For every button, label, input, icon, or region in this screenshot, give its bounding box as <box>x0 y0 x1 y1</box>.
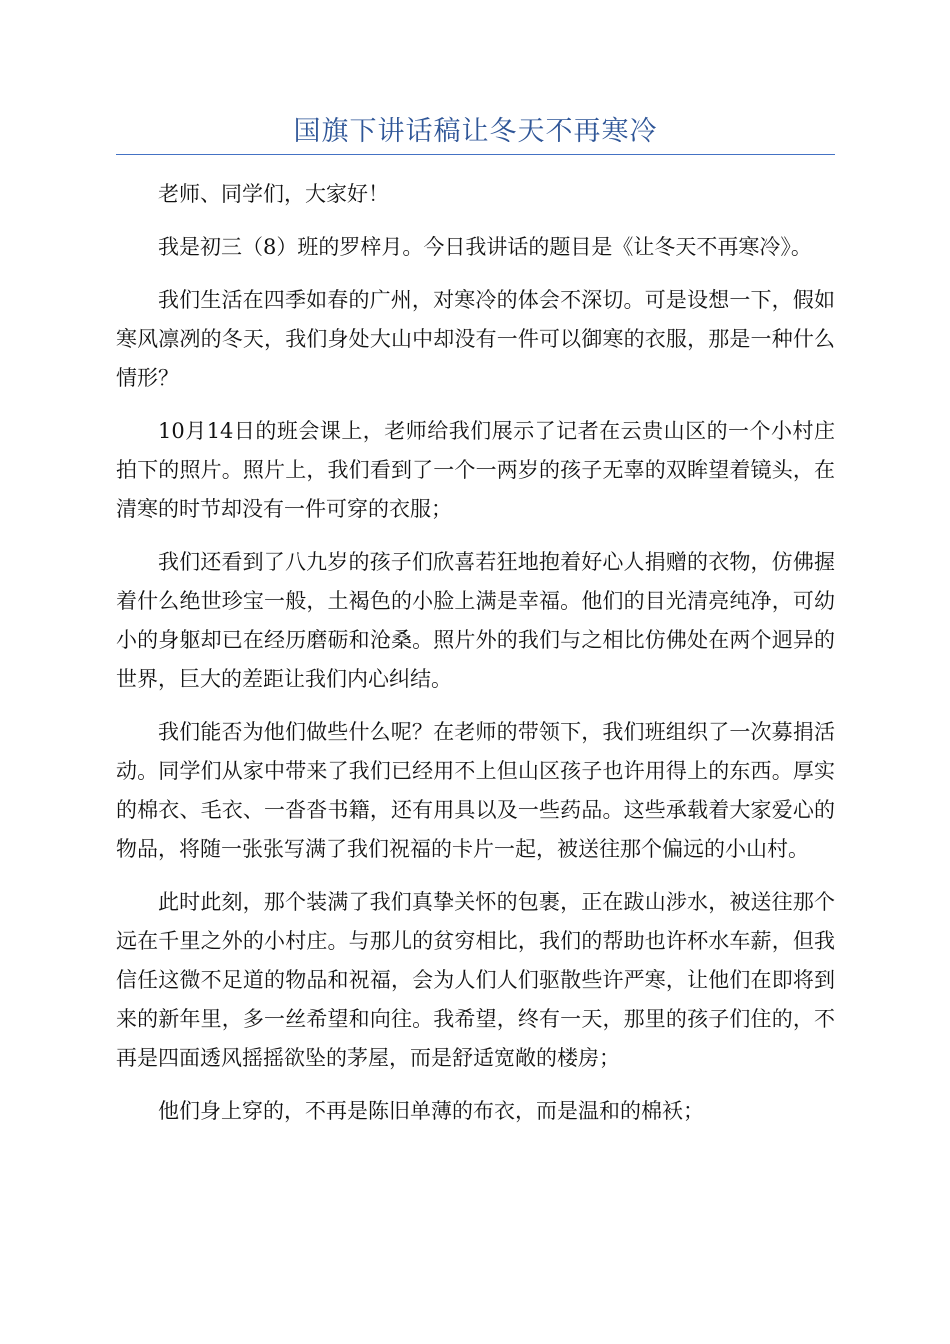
document-body <box>116 175 835 1145</box>
document-title: 国旗下讲话稿让冬天不再寒冷 <box>293 116 658 147</box>
paragraph: 我们生活在四季如春的广州，对寒冷的体会不深切。可是设想一下，假如寒风凛冽的冬天，我们身处大山中却没有一件可以御寒的衣服，那是一种什么情形？ <box>116 288 835 390</box>
paragraph: 10月14日的班会课上，老师给我们展示了记者在云贵山区的一个小村庄拍下的照片。照片上，我们看到了一个一两岁的孩子无辜的双眸望着镜头，在清寒的时节却没有一件可穿的衣服； <box>116 419 835 521</box>
paragraph: 我们能否为他们做些什么呢？在老师的带领下，我们班组织了一次募捐活动。同学们从家中带来了我们已经用不上但山区孩子也许用得上的东西。厚实的棉衣、毛衣、一沓沓书籍，还有用具以及一些药品。这些承载着大家爱心的物品，将随一张张写满了我们祝福的卡片一起，被送往那个偏远的小山村。 <box>116 720 835 861</box>
paragraph-greeting: 老师、同学们，大家好！ <box>158 182 389 206</box>
paragraph: 此时此刻，那个装满了我们真挚关怀的包裹，正在跋山涉水，被送往那个远在千里之外的小村庄。与那儿的贫穷相比，我们的帮助也许杯水车薪，但我信任这微不足道的物品和祝福，会为人们人们驱散些许严寒，让他们在即将到来的新年里，多一丝希望和向往。我希望，终有一天，那里的孩子们住的，不再是四面透风摇摇欲坠的茅屋，而是舒适宽敞的楼房； <box>116 890 835 1070</box>
paragraph: 他们身上穿的，不再是陈旧单薄的布衣，而是温和的棉袄； <box>158 1099 704 1123</box>
paragraph-introduction: 我是初三（8）班的罗梓月。今日我讲话的题目是《让冬天不再寒冷》。 <box>158 235 812 259</box>
title-underline <box>116 154 835 155</box>
paragraph: 我们还看到了八九岁的孩子们欣喜若狂地抱着好心人捐赠的衣物，仿佛握着什么绝世珍宝一般，土褐色的小脸上满是幸福。他们的目光清亮纯净，可幼小的身躯却已在经历磨砺和沧桑。照片外的我们与之相比仿佛处在两个迥异的世界，巨大的差距让我们内心纠结。 <box>116 550 835 691</box>
